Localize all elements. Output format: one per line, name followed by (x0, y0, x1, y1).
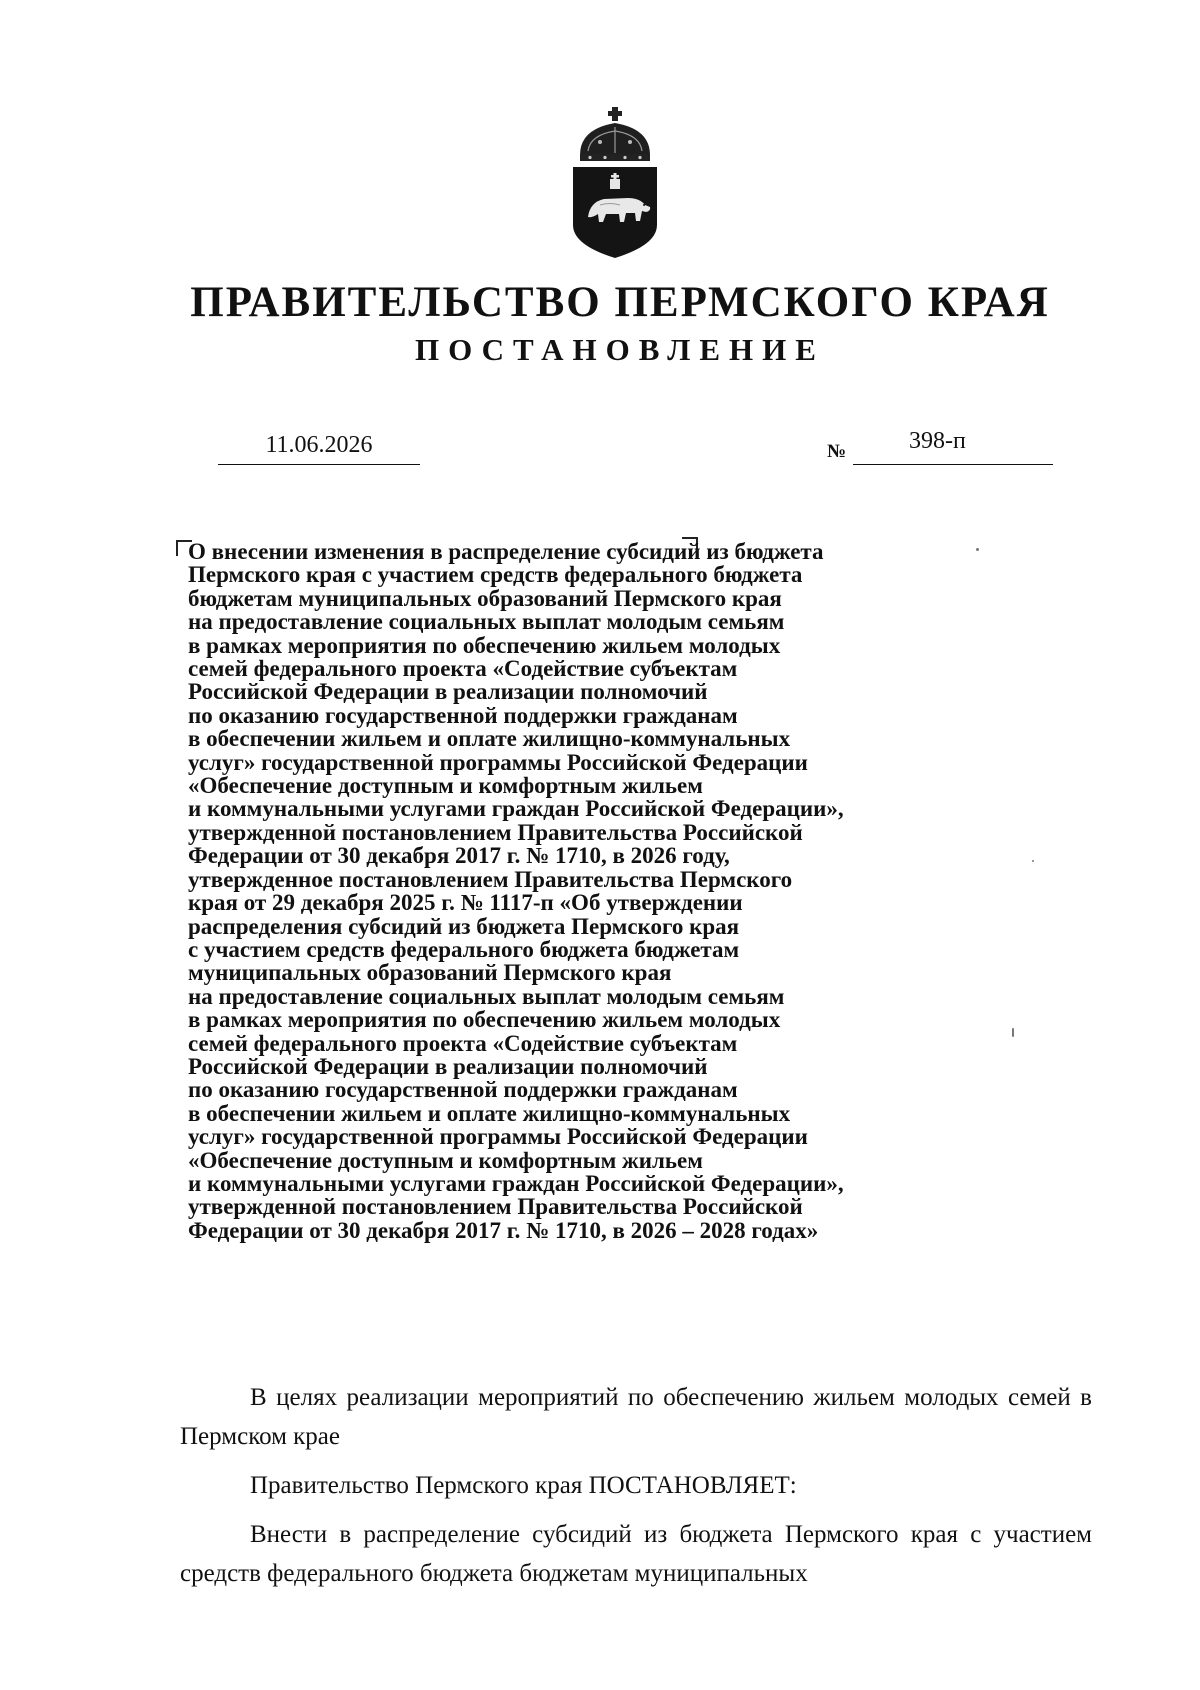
subject-line: распределения субсидий из бюджета Пермского края (188, 913, 740, 939)
subject-line: услуг» государственной программы Российской Федерации (188, 749, 808, 775)
document-type: ПОСТАНОВЛЕНИЕ (415, 332, 825, 367)
subject-line: в рамках мероприятия по обеспечению жильем молодых (188, 632, 781, 658)
subject-line: «Обеспечение доступным и комфортным жильем (188, 1147, 703, 1173)
body-paragraph-3: Внести в распределение субсидий из бюджета Пермского края с участием средств федерального бюджета бюджетам муниципальных (180, 1521, 1092, 1587)
scan-speck (1032, 860, 1034, 862)
document-date: 11.06.2026 (218, 428, 420, 465)
perm-krai-coat-of-arms-icon (570, 105, 660, 260)
subject-line: Федерации от 30 декабря 2017 г. № 1710, в 2026 – 2028 годах» (188, 1217, 819, 1243)
subject-line: по оказанию государственной поддержки гражданам (188, 702, 738, 728)
subject-line: семей федерального проекта «Содействие субъектам (188, 656, 738, 682)
subject-line: и коммунальными услугами граждан Российской Федерации», (188, 796, 844, 822)
subject-line: Федерации от 30 декабря 2017 г. № 1710, в 2026 году, (188, 843, 730, 869)
subject-line: с участием средств федерального бюджета бюджетам (188, 936, 740, 962)
subject-line: края от 29 декабря 2025 г. № 1117-п «Об утверждении (188, 890, 743, 916)
subject-line: утвержденное постановлением Правительства Пермского (188, 866, 793, 892)
document-number-field (853, 424, 1053, 465)
subject-line: Пермского края с участием средств федерального бюджета (188, 562, 803, 588)
subject-line: услуг» государственной программы Российской Федерации (188, 1124, 808, 1150)
subject-line: в обеспечении жильем и оплате жилищно-коммунальных (188, 1100, 791, 1126)
subject-line: бюджетам муниципальных образований Пермского края (188, 585, 782, 611)
subject-line: Российской Федерации в реализации полномочий (188, 1053, 708, 1079)
subject-line: семей федерального проекта «Содействие субъектам (188, 1030, 738, 1056)
subject-line: Российской Федерации в реализации полномочий (188, 679, 708, 705)
document-subject (188, 540, 1018, 1242)
body-paragraph-2: Правительство Пермского края ПОСТАНОВЛЯЕТ: (250, 1472, 797, 1499)
scan-speck (1012, 1028, 1014, 1037)
document-number: 398-п (909, 428, 966, 454)
subject-line: в обеспечении жильем и оплате жилищно-коммунальных (188, 726, 791, 752)
subject-line: и коммунальными услугами граждан Российской Федерации», (188, 1170, 844, 1196)
subject-line: утвержденной постановлением Правительства Российской (188, 1194, 803, 1220)
body-paragraph-1: В целях реализации мероприятий по обеспечению жильем молодых семей в Пермском крае (180, 1384, 1092, 1450)
subject-line: на предоставление социальных выплат молодым семьям (188, 609, 785, 635)
subject-line: «Обеспечение доступным и комфортным жильем (188, 773, 703, 799)
subject-line: утвержденной постановлением Правительства Российской (188, 819, 803, 845)
subject-line: по оказанию государственной поддержки гражданам (188, 1077, 738, 1103)
organization-title: ПРАВИТЕЛЬСТВО ПЕРМСКОГО КРАЯ (190, 279, 1050, 326)
subject-line: в рамках мероприятия по обеспечению жильем молодых (188, 1007, 781, 1033)
subject-line: на предоставление социальных выплат молодым семьям (188, 983, 785, 1009)
number-label: № (827, 441, 847, 462)
scan-speck (976, 548, 979, 551)
document-body (180, 1378, 1092, 1593)
subject-line: муниципальных образований Пермского края (188, 960, 672, 986)
subject-line: О внесении изменения в распределение субсидий из бюджета (188, 539, 824, 564)
